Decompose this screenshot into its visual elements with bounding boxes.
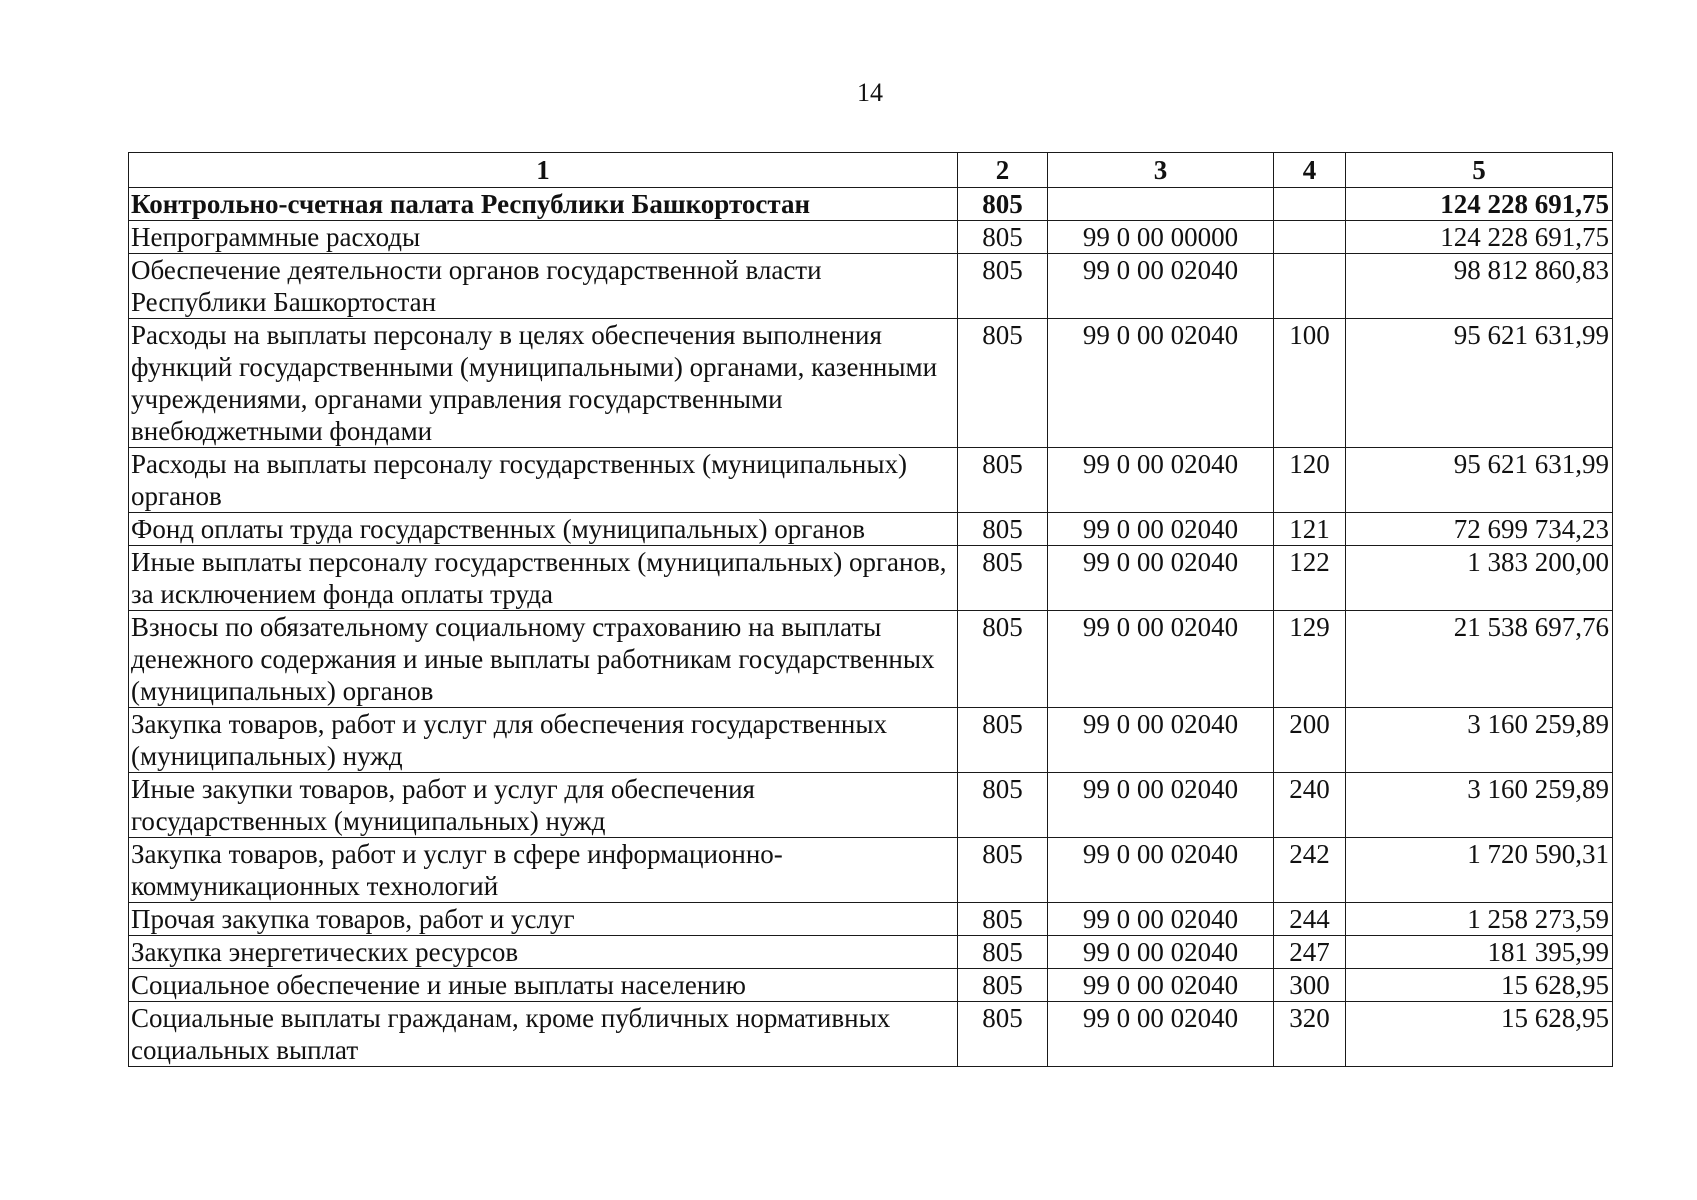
row-admin-code-cell: 805 [958, 319, 1048, 448]
row-amount-cell: 21 538 697,76 [1346, 611, 1613, 708]
row-expense-type-cell [1274, 188, 1346, 221]
row-target-article-cell: 99 0 00 02040 [1048, 838, 1274, 903]
row-target-article-cell: 99 0 00 02040 [1048, 319, 1274, 448]
row-name-cell: Расходы на выплаты персоналу в целях обеспечения выполнения функций государственными (муниципальными) органами, казенными учреждениями, органами управления государственными внебюджетными фондами [129, 319, 958, 448]
row-admin-code-cell: 805 [958, 188, 1048, 221]
row-target-article-cell: 99 0 00 02040 [1048, 903, 1274, 936]
row-amount-cell: 15 628,95 [1346, 1002, 1613, 1067]
table-row [129, 903, 1613, 936]
row-amount-cell: 98 812 860,83 [1346, 254, 1613, 319]
row-name-cell: Закупка товаров, работ и услуг в сфере информационно-коммуникационных технологий [129, 838, 958, 903]
budget-table [128, 152, 1613, 1067]
row-expense-type-cell: 120 [1274, 448, 1346, 513]
header-col-1: 1 [129, 153, 958, 188]
row-expense-type-cell [1274, 254, 1346, 319]
table-row [129, 838, 1613, 903]
row-amount-cell: 72 699 734,23 [1346, 513, 1613, 546]
row-admin-code-cell: 805 [958, 903, 1048, 936]
row-admin-code-cell: 805 [958, 969, 1048, 1002]
row-name-cell: Закупка энергетических ресурсов [129, 936, 958, 969]
row-admin-code-cell: 805 [958, 611, 1048, 708]
table-row [129, 513, 1613, 546]
row-amount-cell: 95 621 631,99 [1346, 319, 1613, 448]
row-target-article-cell: 99 0 00 02040 [1048, 773, 1274, 838]
row-expense-type-cell: 244 [1274, 903, 1346, 936]
row-name-cell: Прочая закупка товаров, работ и услуг [129, 903, 958, 936]
row-expense-type-cell: 122 [1274, 546, 1346, 611]
row-target-article-cell: 99 0 00 02040 [1048, 546, 1274, 611]
row-expense-type-cell: 247 [1274, 936, 1346, 969]
row-name-cell: Фонд оплаты труда государственных (муниципальных) органов [129, 513, 958, 546]
row-admin-code-cell: 805 [958, 254, 1048, 319]
row-admin-code-cell: 805 [958, 1002, 1048, 1067]
table-row [129, 969, 1613, 1002]
row-expense-type-cell: 240 [1274, 773, 1346, 838]
row-amount-cell: 1 383 200,00 [1346, 546, 1613, 611]
row-amount-cell: 124 228 691,75 [1346, 188, 1613, 221]
row-target-article-cell: 99 0 00 02040 [1048, 611, 1274, 708]
row-target-article-cell: 99 0 00 02040 [1048, 513, 1274, 546]
row-amount-cell: 181 395,99 [1346, 936, 1613, 969]
row-name-cell: Обеспечение деятельности органов государственной власти Республики Башкортостан [129, 254, 958, 319]
row-amount-cell: 3 160 259,89 [1346, 708, 1613, 773]
header-row [129, 153, 1613, 188]
row-target-article-cell: 99 0 00 02040 [1048, 254, 1274, 319]
table-row [129, 254, 1613, 319]
row-admin-code-cell: 805 [958, 221, 1048, 254]
row-target-article-cell: 99 0 00 02040 [1048, 448, 1274, 513]
row-name-cell: Иные выплаты персоналу государственных (муниципальных) органов, за исключением фонда оплаты труда [129, 546, 958, 611]
row-name-cell: Непрограммные расходы [129, 221, 958, 254]
header-col-2: 2 [958, 153, 1048, 188]
row-amount-cell: 1 258 273,59 [1346, 903, 1613, 936]
row-name-cell: Социальное обеспечение и иные выплаты населению [129, 969, 958, 1002]
row-admin-code-cell: 805 [958, 838, 1048, 903]
row-target-article-cell: 99 0 00 02040 [1048, 1002, 1274, 1067]
row-target-article-cell: 99 0 00 02040 [1048, 708, 1274, 773]
table-row [129, 708, 1613, 773]
row-amount-cell: 124 228 691,75 [1346, 221, 1613, 254]
row-target-article-cell: 99 0 00 02040 [1048, 969, 1274, 1002]
table-row [129, 546, 1613, 611]
table-row [129, 773, 1613, 838]
row-admin-code-cell: 805 [958, 773, 1048, 838]
row-expense-type-cell: 200 [1274, 708, 1346, 773]
row-expense-type-cell: 320 [1274, 1002, 1346, 1067]
row-admin-code-cell: 805 [958, 513, 1048, 546]
row-admin-code-cell: 805 [958, 936, 1048, 969]
row-admin-code-cell: 805 [958, 708, 1048, 773]
header-col-3: 3 [1048, 153, 1274, 188]
row-expense-type-cell: 100 [1274, 319, 1346, 448]
row-expense-type-cell: 129 [1274, 611, 1346, 708]
header-col-5: 5 [1346, 153, 1613, 188]
header-col-4: 4 [1274, 153, 1346, 188]
table-body [129, 188, 1613, 1067]
row-name-cell: Расходы на выплаты персоналу государственных (муниципальных) органов [129, 448, 958, 513]
row-expense-type-cell: 300 [1274, 969, 1346, 1002]
page-number: 14 [857, 78, 883, 107]
table-row [129, 936, 1613, 969]
row-name-cell: Контрольно-счетная палата Республики Башкортостан [129, 188, 958, 221]
row-name-cell: Иные закупки товаров, работ и услуг для обеспечения государственных (муниципальных) нужд [129, 773, 958, 838]
row-target-article-cell [1048, 188, 1274, 221]
row-target-article-cell: 99 0 00 02040 [1048, 936, 1274, 969]
row-admin-code-cell: 805 [958, 448, 1048, 513]
row-amount-cell: 15 628,95 [1346, 969, 1613, 1002]
row-name-cell: Взносы по обязательному социальному страхованию на выплаты денежного содержания и иные выплаты работникам государственных (муниципальных) органов [129, 611, 958, 708]
table-row [129, 221, 1613, 254]
table-row [129, 319, 1613, 448]
row-expense-type-cell: 121 [1274, 513, 1346, 546]
row-amount-cell: 1 720 590,31 [1346, 838, 1613, 903]
table-row [129, 188, 1613, 221]
row-expense-type-cell: 242 [1274, 838, 1346, 903]
row-admin-code-cell: 805 [958, 546, 1048, 611]
table-row [129, 448, 1613, 513]
table-row [129, 611, 1613, 708]
row-amount-cell: 95 621 631,99 [1346, 448, 1613, 513]
row-amount-cell: 3 160 259,89 [1346, 773, 1613, 838]
row-name-cell: Закупка товаров, работ и услуг для обеспечения государственных (муниципальных) нужд [129, 708, 958, 773]
row-expense-type-cell [1274, 221, 1346, 254]
table-row [129, 1002, 1613, 1067]
row-target-article-cell: 99 0 00 00000 [1048, 221, 1274, 254]
row-name-cell: Социальные выплаты гражданам, кроме публичных нормативных социальных выплат [129, 1002, 958, 1067]
